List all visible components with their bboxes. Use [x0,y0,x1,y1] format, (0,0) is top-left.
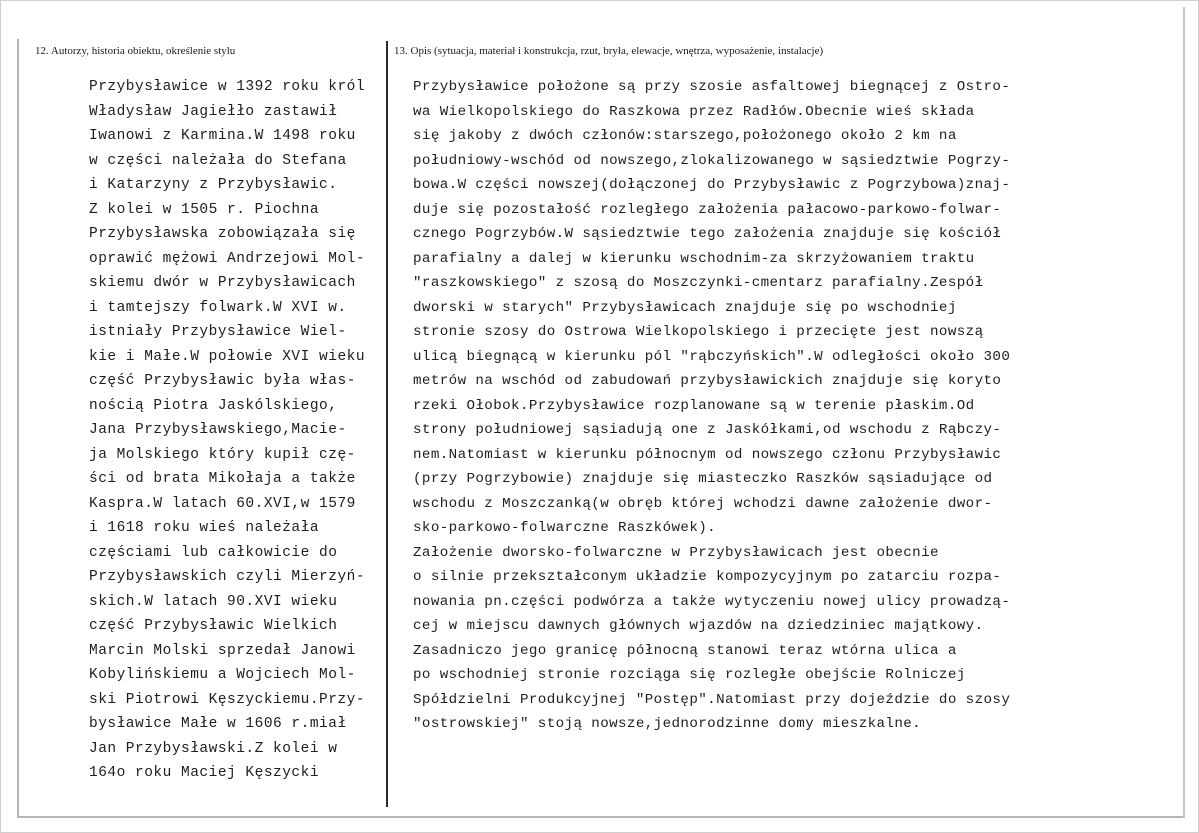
description-text-line: parafialny a dalej w kierunku wschodnim-za skrzyżowaniem traktu [413,250,975,267]
description-text-line: cznego Pogrzybów.W sąsiedztwie tego założenia znajduje się kościół [413,226,1002,242]
description-text-line: południowy-wschód od nowszego,zlokalizowanego w sąsiedztwie Pogrzy- [413,152,1011,169]
description-text-line: Przybysławice położone są przy szosie asfaltowej biegnącej z Ostro- [413,79,1011,95]
description-text-line: cej w miejscu dawnych głównych wjazdów na dziedziniec majątkowy. [413,618,984,634]
frame-right-border [1183,7,1185,818]
history-text-line: Kaspra.W latach 60.XVI,w 1579 [89,495,356,512]
history-text-line: i 1618 roku wieś należała [89,520,320,536]
history-text-line: ja Molskiego który kupił czę- [89,446,356,463]
description-text-line: strony południowej sąsiadują one z Jaskółkami,od wschodu z Rąbczy- [413,422,1002,438]
description-text-line: Założenie dworsko-folwarczne w Przybysławicach jest obecnie [413,544,939,561]
description-text-line: Zasadniczo jego granicę północną stanowi teraz wtórna ulica a [413,642,957,659]
description-text-line: stronie szosy do Ostrowa Wielkopolskiego i przecięte jest nowszą [413,324,984,340]
history-text-line: Jan Przybysławski.Z kolei w [89,740,338,757]
history-text-line: w części należała do Stefana [89,152,347,169]
column-divider [386,41,388,807]
history-text-line: Przybysławska zobowiązała się [89,226,356,242]
history-text-line: Z kolei w 1505 r. Piochna [89,201,320,218]
history-text-line: ski Piotrowi Kęszyckiemu.Przy- [89,691,366,708]
frame-left-border [17,39,19,818]
history-text-line: Kobylińskiemu a Wojciech Mol- [89,667,356,683]
history-text-line: i tamtejszy folwark.W XVI w. [89,299,347,316]
history-text-line: skiemu dwór w Przybysławicach [89,275,356,291]
description-text-line: "raszkowskiego" z szosą do Moszczynki-cmentarz parafialny.Zespół [413,275,984,291]
history-text-line: ści od brata Mikołaja a także [89,471,356,487]
history-text-line: 164o roku Maciej Kęszycki [89,765,320,781]
description-text-line: Spółdzielni Produkcyjnej "Postęp".Natomiast przy dojeździe do szosy [413,691,1011,708]
description-text-column [413,75,1173,737]
section-12-heading: 12. Autorzy, historia obiektu, określenie stylu [35,45,236,57]
description-text-line: ulicą biegnącą w kierunku pól "rąbczyńskich".W odległości około 300 [413,348,1011,365]
description-text-line: bowa.W części nowszej(dołączonej do Przybysławic z Pogrzybowa)znaj- [413,177,1011,193]
history-text-line: i Katarzyny z Przybysławic. [89,177,338,193]
history-text-line: Jana Przybysławskiego,Macie- [89,422,347,438]
history-text-line: kie i Małe.W połowie XVI wieku [89,348,366,365]
history-text-line: część Przybysławic była włas- [89,373,356,389]
description-text-line: o silnie przekształconym układzie kompozycyjnym po zatarciu rozpa- [413,569,1002,585]
section-13-heading: 13. Opis (sytuacja, materiał i konstrukcja, rzut, bryła, elewacje, wnętrza, wyposażenie, instalacje) [394,45,824,57]
description-text-line: po wschodniej stronie rozciąga się rozległe obejście Rolniczej [413,667,966,683]
history-text-line: istniały Przybysławice Wiel- [89,324,347,340]
description-text-line: wa Wielkopolskiego do Raszkowa przez Radłów.Obecnie wieś składa [413,103,975,120]
history-text-line: Przybysławice w 1392 roku król [89,79,366,95]
description-text-line: (przy Pogrzybowie) znajduje się miasteczko Raszków sąsiadujące od [413,471,993,487]
history-text-line: Przybysławskich czyli Mierzyń- [89,569,366,585]
history-text-line: część Przybysławic Wielkich [89,618,338,634]
description-text-line: dworski w starych" Przybysławicach znajduje się po wschodniej [413,299,957,316]
history-text-line: Marcin Molski sprzedał Janowi [89,642,356,659]
description-text-line: rzeki Ołobok.Przybysławice rozplanowane są w terenie płaskim.Od [413,397,975,414]
description-text-line: duje się pozostałość rozległego założenia pałacowo-parkowo-folwar- [413,201,1002,218]
history-text-line: częściami lub całkowicie do [89,544,338,561]
description-text-line: metrów na wschód od zabudowań przybysławickich znajduje się koryto [413,373,1002,389]
description-text-line: nem.Natomiast w kierunku północnym od nowszego członu Przybysławic [413,446,1002,463]
description-text-line: nowania pn.części podwórza a także wytyczeniu nowej ulicy prowadzą- [413,593,1011,610]
description-text-line: "ostrowskiej" stoją nowsze,jednorodzinne domy mieszkalne. [413,716,922,732]
history-text-line: Iwanowi z Karmina.W 1498 roku [89,128,356,144]
history-text-line: oprawić mężowi Andrzejowi Mol- [89,250,366,267]
history-text-column [89,75,381,786]
description-text-line: sko-parkowo-folwarczne Raszkówek). [413,520,717,536]
description-text-line: się jakoby z dwóch członów:starszego,położonego około 2 km na [413,128,957,144]
description-text-line: wschodu z Moszczanką(w obręb której wchodzi dawne założenie dwor- [413,495,993,512]
history-text-line: nością Piotra Jaskólskiego, [89,397,338,414]
history-text-line: skich.W latach 90.XVI wieku [89,593,338,610]
frame-bottom-border [17,816,1184,818]
history-text-line: Władysław Jagiełło zastawił [89,103,338,120]
history-text-line: bysławice Małe w 1606 r.miał [89,716,347,732]
